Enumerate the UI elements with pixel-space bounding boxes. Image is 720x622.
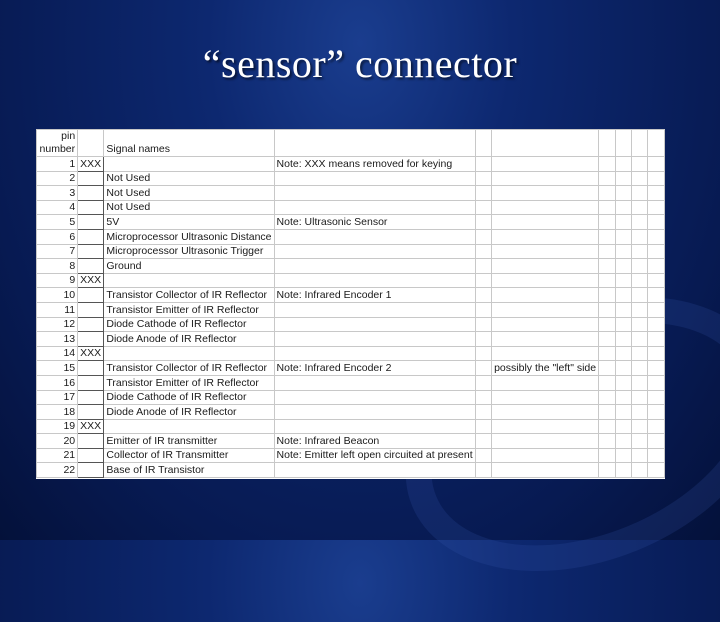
empty-cell — [475, 332, 491, 347]
empty-cell — [648, 448, 665, 463]
note-cell — [274, 375, 475, 390]
table-row — [37, 405, 665, 420]
empty-cell — [615, 405, 631, 420]
pin-number-cell: 4 — [37, 200, 78, 215]
empty-cell — [599, 448, 615, 463]
pin-number-cell: 17 — [37, 390, 78, 405]
extra-note-cell — [492, 171, 599, 186]
empty-cell — [599, 288, 615, 303]
empty-cell — [648, 186, 665, 201]
key-cell — [78, 215, 104, 230]
empty-cell — [615, 200, 631, 215]
table-row — [37, 157, 665, 172]
key-cell — [78, 390, 104, 405]
empty-cell — [475, 171, 491, 186]
empty-cell — [475, 463, 491, 478]
pinout-table — [36, 129, 665, 478]
empty-cell — [475, 215, 491, 230]
empty-cell — [599, 302, 615, 317]
note-cell — [274, 302, 475, 317]
slide-title: “sensor” connector — [202, 41, 518, 86]
signal-names-header: Signal names — [104, 130, 274, 157]
empty-cell — [632, 273, 648, 288]
table-row — [37, 171, 665, 186]
note-cell — [274, 200, 475, 215]
empty-cell — [648, 229, 665, 244]
key-cell — [78, 171, 104, 186]
key-cell: XXX — [78, 273, 104, 288]
note-cell: Note: Emitter left open circuited at present — [274, 448, 475, 463]
empty-cell — [599, 332, 615, 347]
empty-cell — [648, 244, 665, 259]
signal-name-cell — [104, 157, 274, 172]
signal-name-cell: Diode Cathode of IR Reflector — [104, 390, 274, 405]
extra-note-cell — [492, 244, 599, 259]
extra-note-cell — [492, 375, 599, 390]
pin-number-cell: 21 — [37, 448, 78, 463]
empty-cell — [648, 171, 665, 186]
pin-number-cell: 11 — [37, 302, 78, 317]
signal-name-cell — [104, 273, 274, 288]
empty-cell — [599, 419, 615, 434]
key-cell — [78, 317, 104, 332]
note-cell — [274, 259, 475, 274]
empty-cell — [632, 332, 648, 347]
key-cell — [78, 405, 104, 420]
empty-cell — [648, 130, 665, 157]
empty-cell — [599, 273, 615, 288]
empty-cell — [648, 375, 665, 390]
empty-cell — [632, 317, 648, 332]
pin-number-cell: 6 — [37, 229, 78, 244]
empty-cell — [615, 215, 631, 230]
empty-cell — [475, 361, 491, 376]
empty-cell — [475, 419, 491, 434]
empty-cell — [599, 130, 615, 157]
table-row — [37, 434, 665, 449]
table-row — [37, 317, 665, 332]
key-header — [78, 130, 104, 157]
extra-note-cell — [492, 434, 599, 449]
note-cell — [274, 390, 475, 405]
empty-cell — [615, 130, 631, 157]
signal-name-cell: Transistor Emitter of IR Reflector — [104, 375, 274, 390]
spreadsheet-table — [36, 129, 665, 479]
empty-cell — [615, 448, 631, 463]
empty-cell — [599, 200, 615, 215]
table-row — [37, 244, 665, 259]
signal-name-cell: Microprocessor Ultrasonic Distance — [104, 229, 274, 244]
empty-cell — [615, 361, 631, 376]
empty-cell — [274, 130, 475, 157]
extra-note-cell — [492, 463, 599, 478]
empty-cell — [632, 419, 648, 434]
extra-note-cell — [492, 273, 599, 288]
note-cell: Note: Infrared Encoder 1 — [274, 288, 475, 303]
note-cell — [274, 229, 475, 244]
empty-cell — [475, 434, 491, 449]
empty-cell — [615, 419, 631, 434]
empty-cell — [599, 171, 615, 186]
extra-note-cell: possibly the "left" side — [492, 361, 599, 376]
signal-name-cell: Microprocessor Ultrasonic Trigger — [104, 244, 274, 259]
empty-cell — [475, 259, 491, 274]
key-cell — [78, 375, 104, 390]
empty-cell — [648, 200, 665, 215]
table-row — [37, 390, 665, 405]
empty-cell — [475, 186, 491, 201]
pin-number-cell: 2 — [37, 171, 78, 186]
table-row — [37, 273, 665, 288]
empty-cell — [475, 302, 491, 317]
empty-cell — [648, 390, 665, 405]
key-cell — [78, 463, 104, 478]
extra-note-cell — [492, 229, 599, 244]
table-row — [37, 448, 665, 463]
empty-cell — [599, 259, 615, 274]
empty-cell — [475, 317, 491, 332]
note-cell — [274, 346, 475, 361]
table-row — [37, 361, 665, 376]
signal-name-cell: Emitter of IR transmitter — [104, 434, 274, 449]
key-cell — [78, 259, 104, 274]
empty-cell — [632, 405, 648, 420]
signal-name-cell: 5V — [104, 215, 274, 230]
empty-cell — [475, 244, 491, 259]
empty-cell — [632, 229, 648, 244]
signal-name-cell: Transistor Collector of IR Reflector — [104, 288, 274, 303]
pin-number-cell: 9 — [37, 273, 78, 288]
pin-number-cell: 22 — [37, 463, 78, 478]
key-cell — [78, 244, 104, 259]
signal-name-cell: Not Used — [104, 186, 274, 201]
table-row — [37, 259, 665, 274]
empty-cell — [648, 288, 665, 303]
empty-cell — [632, 302, 648, 317]
signal-name-cell: Transistor Emitter of IR Reflector — [104, 302, 274, 317]
empty-cell — [615, 463, 631, 478]
empty-cell — [615, 317, 631, 332]
key-cell: XXX — [78, 346, 104, 361]
empty-cell — [615, 375, 631, 390]
key-cell — [78, 186, 104, 201]
empty-cell — [599, 390, 615, 405]
table-row — [37, 229, 665, 244]
empty-cell — [475, 448, 491, 463]
empty-cell — [632, 157, 648, 172]
empty-cell — [648, 346, 665, 361]
empty-cell — [615, 332, 631, 347]
empty-cell — [632, 361, 648, 376]
signal-name-cell: Diode Anode of IR Reflector — [104, 405, 274, 420]
signal-name-cell: Transistor Collector of IR Reflector — [104, 361, 274, 376]
pin-header-line1: pin — [61, 130, 76, 142]
empty-cell — [632, 390, 648, 405]
empty-cell — [615, 273, 631, 288]
empty-cell — [475, 157, 491, 172]
empty-cell — [632, 375, 648, 390]
extra-note-cell — [492, 405, 599, 420]
pin-number-header — [37, 130, 78, 157]
empty-cell — [475, 346, 491, 361]
empty-cell — [599, 317, 615, 332]
table-row — [37, 419, 665, 434]
empty-cell — [599, 157, 615, 172]
note-cell — [274, 273, 475, 288]
note-cell — [274, 244, 475, 259]
pin-number-cell: 20 — [37, 434, 78, 449]
extra-note-cell — [492, 186, 599, 201]
table-row — [37, 332, 665, 347]
pin-number-cell: 19 — [37, 419, 78, 434]
signal-name-cell: Diode Anode of IR Reflector — [104, 332, 274, 347]
extra-note-cell — [492, 200, 599, 215]
empty-cell — [615, 346, 631, 361]
key-cell: XXX — [78, 419, 104, 434]
table-row — [37, 186, 665, 201]
extra-note-cell — [492, 332, 599, 347]
table-row — [37, 302, 665, 317]
empty-cell — [632, 434, 648, 449]
extra-note-cell — [492, 157, 599, 172]
pin-number-cell: 14 — [37, 346, 78, 361]
note-cell — [274, 171, 475, 186]
key-cell — [78, 361, 104, 376]
empty-cell — [648, 317, 665, 332]
empty-cell — [632, 346, 648, 361]
table-row — [37, 288, 665, 303]
empty-cell — [648, 419, 665, 434]
pin-number-cell: 15 — [37, 361, 78, 376]
empty-cell — [632, 463, 648, 478]
empty-cell — [648, 405, 665, 420]
empty-cell — [475, 273, 491, 288]
empty-cell — [632, 288, 648, 303]
key-cell — [78, 434, 104, 449]
key-cell: XXX — [78, 157, 104, 172]
empty-cell — [648, 434, 665, 449]
empty-cell — [632, 171, 648, 186]
empty-cell — [632, 130, 648, 157]
note-cell: Note: XXX means removed for keying — [274, 157, 475, 172]
table-row — [37, 215, 665, 230]
key-cell — [78, 288, 104, 303]
empty-cell — [599, 405, 615, 420]
empty-cell — [615, 244, 631, 259]
empty-cell — [475, 229, 491, 244]
empty-cell — [615, 434, 631, 449]
pin-number-cell: 13 — [37, 332, 78, 347]
pin-number-cell: 8 — [37, 259, 78, 274]
signal-name-cell: Collector of IR Transmitter — [104, 448, 274, 463]
signal-name-cell: Not Used — [104, 171, 274, 186]
pin-number-cell: 5 — [37, 215, 78, 230]
signal-name-cell: Not Used — [104, 200, 274, 215]
pin-number-cell: 1 — [37, 157, 78, 172]
table-row — [37, 463, 665, 478]
note-cell — [274, 186, 475, 201]
extra-note-cell — [492, 390, 599, 405]
extra-note-cell — [492, 302, 599, 317]
empty-cell — [599, 361, 615, 376]
pin-number-cell: 10 — [37, 288, 78, 303]
empty-cell — [599, 229, 615, 244]
extra-note-cell — [492, 419, 599, 434]
empty-cell — [615, 288, 631, 303]
empty-cell — [632, 448, 648, 463]
signal-name-cell — [104, 346, 274, 361]
empty-cell — [599, 186, 615, 201]
empty-cell — [599, 463, 615, 478]
pin-number-cell: 16 — [37, 375, 78, 390]
extra-note-cell — [492, 259, 599, 274]
note-cell — [274, 419, 475, 434]
pin-number-cell: 7 — [37, 244, 78, 259]
empty-cell — [648, 215, 665, 230]
note-cell — [274, 405, 475, 420]
note-cell — [274, 463, 475, 478]
key-cell — [78, 448, 104, 463]
note-cell: Note: Infrared Beacon — [274, 434, 475, 449]
empty-cell — [615, 186, 631, 201]
empty-cell — [648, 302, 665, 317]
key-cell — [78, 302, 104, 317]
header-row — [37, 130, 665, 157]
note-cell: Note: Infrared Encoder 2 — [274, 361, 475, 376]
pin-number-cell: 12 — [37, 317, 78, 332]
table-row — [37, 346, 665, 361]
empty-cell — [615, 259, 631, 274]
extra-note-cell — [492, 448, 599, 463]
key-cell — [78, 229, 104, 244]
empty-cell — [599, 434, 615, 449]
pin-header-line2: number — [39, 143, 76, 155]
pin-number-cell: 18 — [37, 405, 78, 420]
empty-cell — [475, 200, 491, 215]
empty-cell — [599, 244, 615, 259]
empty-cell — [615, 171, 631, 186]
empty-cell — [632, 259, 648, 274]
key-cell — [78, 332, 104, 347]
signal-name-cell: Base of IR Transistor — [104, 463, 274, 478]
table-row — [37, 200, 665, 215]
empty-cell — [648, 463, 665, 478]
note-cell — [274, 317, 475, 332]
empty-cell — [599, 346, 615, 361]
empty-cell — [615, 302, 631, 317]
extra-note-cell — [492, 346, 599, 361]
empty-cell — [475, 390, 491, 405]
empty-cell — [648, 332, 665, 347]
empty-cell — [632, 186, 648, 201]
empty-cell — [475, 130, 491, 157]
empty-cell — [599, 215, 615, 230]
pin-number-cell: 3 — [37, 186, 78, 201]
empty-cell — [599, 375, 615, 390]
empty-cell — [648, 259, 665, 274]
note-cell: Note: Ultrasonic Sensor — [274, 215, 475, 230]
empty-cell — [615, 390, 631, 405]
empty-cell — [615, 157, 631, 172]
empty-cell — [475, 288, 491, 303]
empty-cell — [615, 229, 631, 244]
empty-cell — [648, 361, 665, 376]
empty-cell — [632, 200, 648, 215]
empty-cell — [648, 157, 665, 172]
empty-cell — [475, 375, 491, 390]
key-cell — [78, 200, 104, 215]
extra-note-cell — [492, 317, 599, 332]
extra-note-cell — [492, 288, 599, 303]
empty-cell — [632, 215, 648, 230]
signal-name-cell: Diode Cathode of IR Reflector — [104, 317, 274, 332]
empty-cell — [492, 130, 599, 157]
empty-cell — [648, 273, 665, 288]
note-cell — [274, 332, 475, 347]
empty-cell — [475, 405, 491, 420]
signal-name-cell — [104, 419, 274, 434]
table-row — [37, 375, 665, 390]
signal-name-cell: Ground — [104, 259, 274, 274]
empty-cell — [632, 244, 648, 259]
extra-note-cell — [492, 215, 599, 230]
